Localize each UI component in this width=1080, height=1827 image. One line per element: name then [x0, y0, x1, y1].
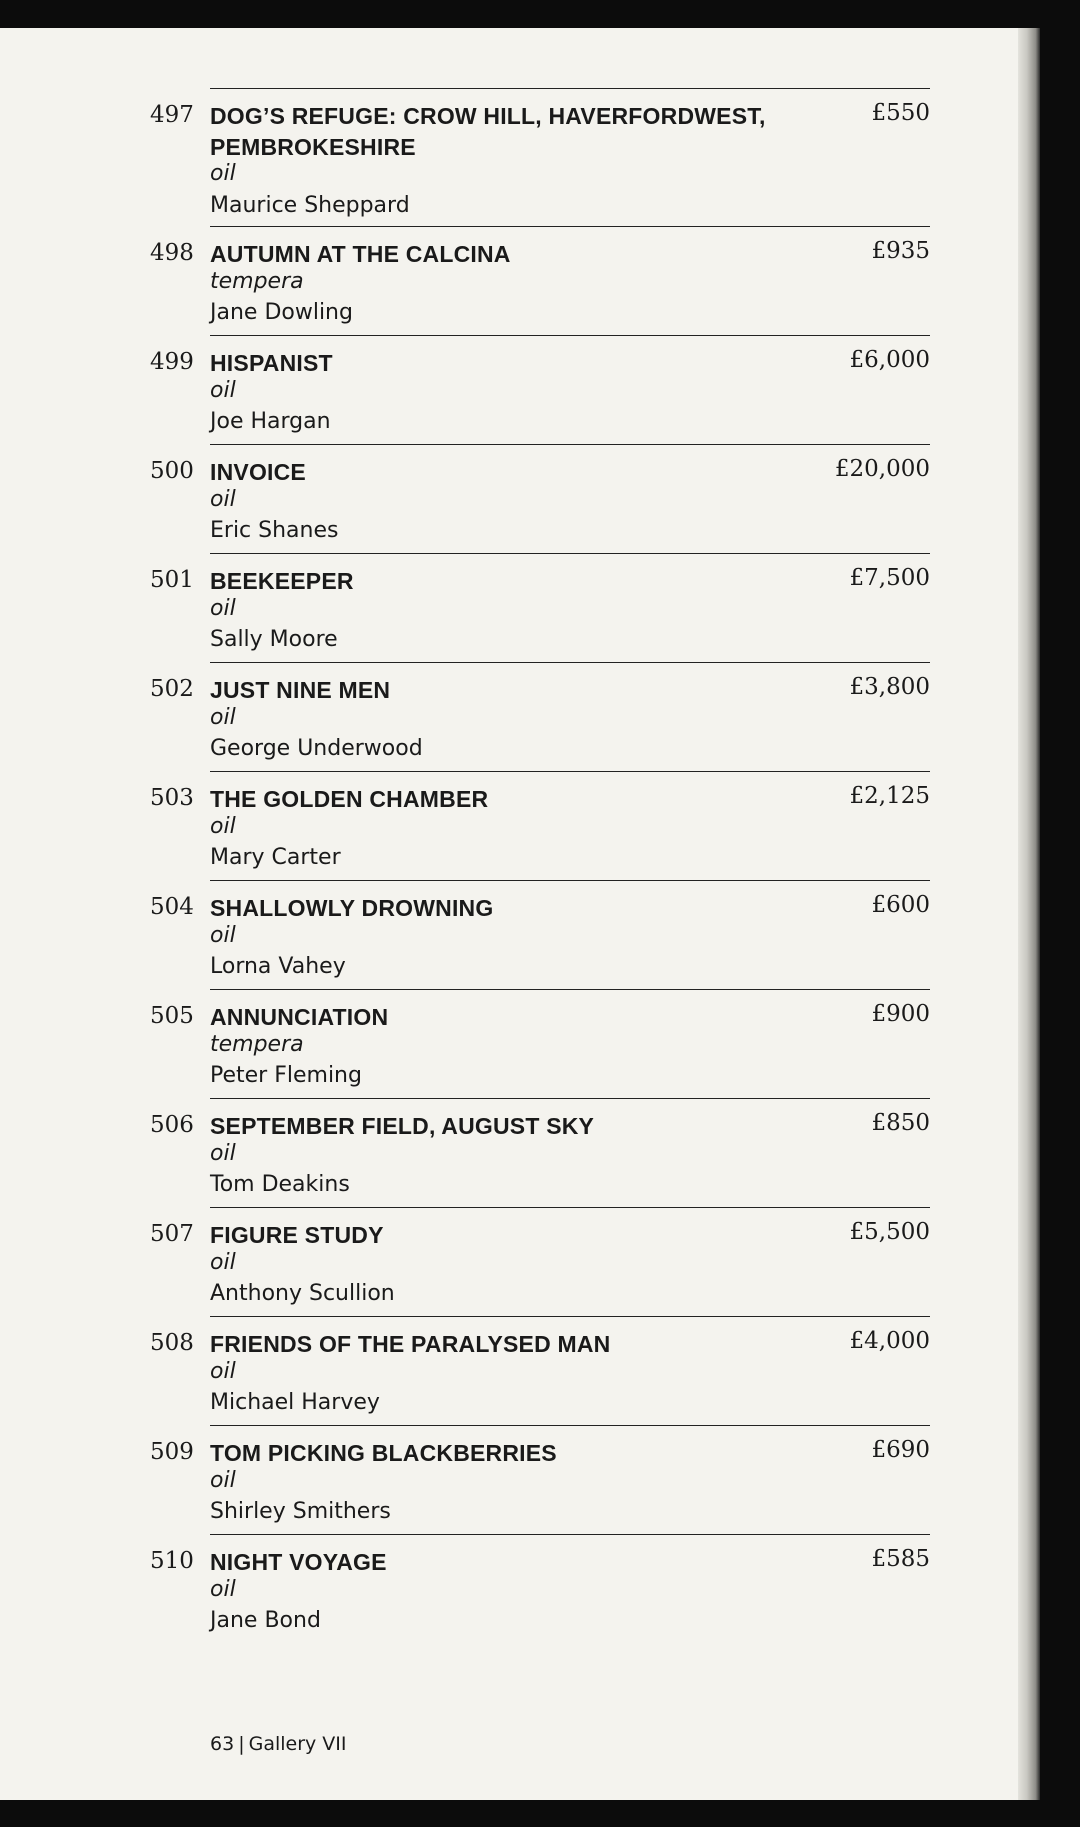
entry-medium: oil [210, 1359, 236, 1384]
gallery-section: Gallery VII [248, 1733, 347, 1755]
entry-title: TOM PICKING BLACKBERRIES [210, 1440, 557, 1466]
entry-price: £20,000 [834, 456, 930, 482]
entry-artist: Tom Deakins [210, 1172, 350, 1197]
entry-number: 499 [150, 349, 194, 375]
entry-artist: Maurice Sheppard [210, 193, 410, 218]
entry-title: BEEKEEPER [210, 568, 354, 594]
entry-medium: oil [210, 1577, 236, 1602]
entry-number: 500 [150, 458, 194, 484]
entry-number: 502 [150, 676, 194, 702]
entry-medium: oil [210, 596, 236, 621]
entry-divider [210, 444, 930, 445]
entry-number: 497 [150, 102, 194, 128]
entry-divider [210, 553, 930, 554]
entry-price: £935 [871, 238, 930, 264]
catalogue-entry [0, 60, 1032, 218]
catalogue-entry [0, 525, 1032, 652]
entry-price: £3,800 [849, 674, 930, 700]
entry-divider [210, 335, 930, 336]
catalogue-entry [0, 1397, 1032, 1524]
entry-divider [210, 1207, 930, 1208]
entry-artist: Mary Carter [210, 845, 341, 870]
catalogue-entry [0, 743, 1032, 870]
entry-artist: Eric Shanes [210, 518, 339, 543]
entry-title: DOG’S REFUGE: CROW HILL, HAVERFORDWEST, PEMBROKESHIRE [210, 103, 766, 160]
entry-title: NIGHT VOYAGE [210, 1549, 387, 1575]
catalogue-entry [0, 1288, 1032, 1415]
catalogue-entry [0, 852, 1032, 979]
entry-number: 507 [150, 1221, 194, 1247]
entry-price: £900 [871, 1001, 930, 1027]
entry-title: SEPTEMBER FIELD, AUGUST SKY [210, 1113, 595, 1139]
entry-number: 503 [150, 785, 194, 811]
entry-number: 504 [150, 894, 194, 920]
catalogue-entry [0, 961, 1032, 1088]
entry-artist: Jane Dowling [210, 300, 353, 325]
entry-title: ANNUNCIATION [210, 1004, 389, 1030]
entry-artist: Jane Bond [210, 1608, 321, 1633]
entry-price: £600 [871, 892, 930, 918]
entry-number: 508 [150, 1330, 194, 1356]
entry-medium: tempera [210, 1032, 304, 1057]
entry-divider [210, 1316, 930, 1317]
entry-price: £585 [871, 1546, 930, 1572]
entry-artist: Lorna Vahey [210, 954, 346, 979]
entry-number: 501 [150, 567, 194, 593]
entry-price: £2,125 [849, 783, 930, 809]
entry-medium: oil [210, 814, 236, 839]
entry-price: £6,000 [849, 347, 930, 373]
entry-title: JUST NINE MEN [210, 677, 391, 703]
entry-title: AUTUMN AT THE CALCINA [210, 241, 511, 267]
entry-divider [210, 771, 930, 772]
catalogue-entry [0, 198, 1032, 325]
entry-artist: Anthony Scullion [210, 1281, 395, 1306]
entry-medium: tempera [210, 269, 304, 294]
entry-medium: oil [210, 705, 236, 730]
page-footer [210, 1733, 347, 1755]
entry-divider [210, 989, 930, 990]
entry-medium: oil [210, 161, 236, 186]
entry-number: 505 [150, 1003, 194, 1029]
entry-price: £850 [871, 1110, 930, 1136]
entry-divider [210, 1534, 930, 1535]
entry-artist: Peter Fleming [210, 1063, 362, 1088]
entry-title: FRIENDS OF THE PARALYSED MAN [210, 1331, 611, 1357]
entry-divider [210, 1098, 930, 1099]
entry-medium: oil [210, 1468, 236, 1493]
entry-divider [210, 226, 930, 227]
entry-artist: Sally Moore [210, 627, 338, 652]
catalogue-entry [0, 1070, 1032, 1197]
catalogue-entry [0, 634, 1032, 761]
entry-title: INVOICE [210, 459, 306, 485]
entry-price: £4,000 [849, 1328, 930, 1354]
catalogue-entry [0, 1179, 1032, 1306]
entry-number: 509 [150, 1439, 194, 1465]
entry-title: THE GOLDEN CHAMBER [210, 786, 489, 812]
entry-price: £690 [871, 1437, 930, 1463]
entry-number: 498 [150, 240, 194, 266]
entry-artist: Joe Hargan [210, 409, 331, 434]
entry-title: SHALLOWLY DROWNING [210, 895, 494, 921]
entry-divider [210, 662, 930, 663]
entry-divider [210, 88, 930, 89]
entry-artist: George Underwood [210, 736, 423, 761]
page-number: 63 [210, 1733, 235, 1755]
catalogue-entry [0, 307, 1032, 434]
catalogue-entry [0, 1506, 1032, 1633]
entry-number: 506 [150, 1112, 194, 1138]
entry-number: 510 [150, 1548, 194, 1574]
entry-artist: Shirley Smithers [210, 1499, 391, 1524]
entry-price: £7,500 [849, 565, 930, 591]
entry-divider [210, 880, 930, 881]
entry-medium: oil [210, 487, 236, 512]
entry-price: £550 [871, 100, 930, 126]
entry-divider [210, 1425, 930, 1426]
footer-separator: | [238, 1733, 245, 1755]
entry-medium: oil [210, 1250, 236, 1275]
entry-medium: oil [210, 378, 236, 403]
entry-medium: oil [210, 1141, 236, 1166]
entry-price: £5,500 [849, 1219, 930, 1245]
catalogue-entry [0, 416, 1032, 543]
entry-medium: oil [210, 923, 236, 948]
entry-title: FIGURE STUDY [210, 1222, 384, 1248]
catalogue-entries [0, 60, 1032, 1633]
entry-artist: Michael Harvey [210, 1390, 380, 1415]
entry-title: HISPANIST [210, 350, 333, 376]
